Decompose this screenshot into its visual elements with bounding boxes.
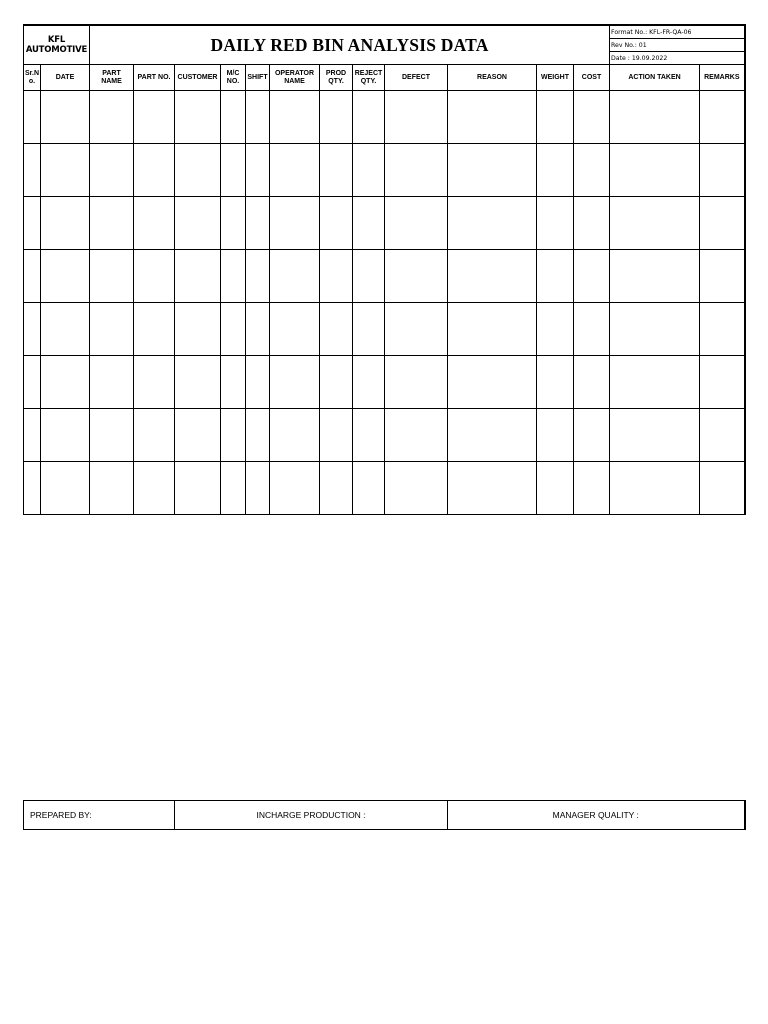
entry-cell[interactable] xyxy=(448,91,537,144)
red-bin-analysis-form xyxy=(23,24,746,515)
form-title: DAILY RED BIN ANALYSIS DATA xyxy=(90,25,610,65)
entry-cell[interactable] xyxy=(221,303,246,356)
entry-cell[interactable] xyxy=(537,409,574,462)
column-header: COST xyxy=(574,65,610,91)
entry-cell[interactable] xyxy=(448,356,537,409)
entry-cell[interactable] xyxy=(537,250,574,303)
entry-cell[interactable] xyxy=(134,356,175,409)
entry-cell[interactable] xyxy=(353,197,385,250)
table-row xyxy=(24,144,745,197)
entry-cell[interactable] xyxy=(24,303,41,356)
entry-cell[interactable] xyxy=(24,91,41,144)
entry-cell[interactable] xyxy=(700,91,745,144)
entry-cell[interactable] xyxy=(221,462,246,515)
entry-cell[interactable] xyxy=(320,250,353,303)
incharge-production-field[interactable]: INCHARGE PRODUCTION : xyxy=(175,801,448,830)
entry-cell[interactable] xyxy=(246,409,270,462)
column-header: CUSTOMER xyxy=(175,65,221,91)
entry-cell[interactable] xyxy=(537,462,574,515)
column-header: M/C NO. xyxy=(221,65,246,91)
entry-cell[interactable] xyxy=(320,409,353,462)
entry-cell[interactable] xyxy=(574,303,610,356)
entry-cell[interactable] xyxy=(537,197,574,250)
entry-cell[interactable] xyxy=(448,197,537,250)
entry-cell[interactable] xyxy=(134,462,175,515)
entry-cell[interactable] xyxy=(353,462,385,515)
entry-cell[interactable] xyxy=(610,356,700,409)
entry-cell[interactable] xyxy=(353,250,385,303)
entry-cell[interactable] xyxy=(270,91,320,144)
entry-cell[interactable] xyxy=(610,144,700,197)
entry-cell[interactable] xyxy=(385,91,448,144)
entry-cell[interactable] xyxy=(537,303,574,356)
entry-cell[interactable] xyxy=(90,303,134,356)
entry-cell[interactable] xyxy=(700,197,745,250)
column-header: OPERATOR NAME xyxy=(270,65,320,91)
entry-cell[interactable] xyxy=(221,250,246,303)
entry-cell[interactable] xyxy=(90,144,134,197)
entry-cell[interactable] xyxy=(353,409,385,462)
entry-cell[interactable] xyxy=(134,144,175,197)
entry-cell[interactable] xyxy=(24,144,41,197)
format-number: Format No.: KFL-FR-QA-06 xyxy=(610,26,744,39)
entry-cell[interactable] xyxy=(385,409,448,462)
entry-cell[interactable] xyxy=(270,409,320,462)
entry-cell[interactable] xyxy=(320,197,353,250)
entry-cell[interactable] xyxy=(353,303,385,356)
entry-cell[interactable] xyxy=(90,250,134,303)
entry-cell[interactable] xyxy=(574,197,610,250)
entry-cell[interactable] xyxy=(41,303,90,356)
entry-cell[interactable] xyxy=(353,144,385,197)
entry-cell[interactable] xyxy=(175,144,221,197)
entry-cell[interactable] xyxy=(246,303,270,356)
entry-cell[interactable] xyxy=(41,250,90,303)
entry-cell[interactable] xyxy=(700,356,745,409)
entry-cell[interactable] xyxy=(700,462,745,515)
entry-cell[interactable] xyxy=(134,303,175,356)
column-header: Sr.No. xyxy=(24,65,41,91)
revision-number: Rev No.: 01 xyxy=(610,39,744,52)
entry-cell[interactable] xyxy=(610,462,700,515)
entry-cell[interactable] xyxy=(270,144,320,197)
entry-cell[interactable] xyxy=(700,250,745,303)
table-row xyxy=(24,409,745,462)
entry-cell[interactable] xyxy=(41,197,90,250)
column-header: WEIGHT xyxy=(537,65,574,91)
table-row xyxy=(24,250,745,303)
entry-cell[interactable] xyxy=(90,91,134,144)
entry-cell[interactable] xyxy=(175,303,221,356)
company-name-line2: AUTOMOTIVE xyxy=(25,45,88,55)
entry-cell[interactable] xyxy=(537,91,574,144)
document-control-box xyxy=(610,25,745,65)
entry-cell[interactable] xyxy=(41,91,90,144)
column-header: ACTION TAKEN xyxy=(610,65,700,91)
entry-cell[interactable] xyxy=(134,409,175,462)
entry-cell[interactable] xyxy=(24,197,41,250)
entry-cell[interactable] xyxy=(246,197,270,250)
manager-quality-field[interactable]: MANAGER QUALITY : xyxy=(448,801,745,830)
entry-cell[interactable] xyxy=(221,144,246,197)
entry-cell[interactable] xyxy=(574,144,610,197)
entry-cell[interactable] xyxy=(700,303,745,356)
revision-date: Date : 19.09.2022 xyxy=(611,54,668,62)
entry-cell[interactable] xyxy=(221,197,246,250)
form-header-row xyxy=(24,25,745,65)
entry-cell[interactable] xyxy=(385,356,448,409)
entry-cell[interactable] xyxy=(24,356,41,409)
entry-cell[interactable] xyxy=(175,197,221,250)
entry-cell[interactable] xyxy=(385,303,448,356)
entry-cell[interactable] xyxy=(385,250,448,303)
table-row xyxy=(24,462,745,515)
entry-cell[interactable] xyxy=(134,197,175,250)
entry-cell[interactable] xyxy=(320,462,353,515)
entry-cell[interactable] xyxy=(246,356,270,409)
entry-cell[interactable] xyxy=(246,91,270,144)
entry-cell[interactable] xyxy=(270,303,320,356)
table-row xyxy=(24,197,745,250)
entry-cell[interactable] xyxy=(448,144,537,197)
entry-cell[interactable] xyxy=(90,197,134,250)
entry-cell[interactable] xyxy=(610,91,700,144)
entry-cell[interactable] xyxy=(41,356,90,409)
entry-cell[interactable] xyxy=(24,250,41,303)
entry-cell[interactable] xyxy=(90,462,134,515)
entry-cell[interactable] xyxy=(270,197,320,250)
prepared-by-field[interactable]: PREPARED BY: xyxy=(24,801,175,830)
entry-cell[interactable] xyxy=(24,409,41,462)
entry-cell[interactable] xyxy=(134,250,175,303)
entry-cell[interactable] xyxy=(610,303,700,356)
column-header: REJECT QTY. xyxy=(353,65,385,91)
entry-cell[interactable] xyxy=(353,356,385,409)
table-row xyxy=(24,91,745,144)
entry-cell[interactable] xyxy=(448,462,537,515)
entry-cell[interactable] xyxy=(270,462,320,515)
table-row xyxy=(24,303,745,356)
entry-cell[interactable] xyxy=(90,409,134,462)
entry-cell[interactable] xyxy=(41,144,90,197)
entry-cell[interactable] xyxy=(320,303,353,356)
entry-cell[interactable] xyxy=(574,462,610,515)
entry-cell[interactable] xyxy=(385,197,448,250)
entry-cell[interactable] xyxy=(270,250,320,303)
entry-cell[interactable] xyxy=(320,356,353,409)
company-name-line1: KFL xyxy=(47,35,66,45)
entry-cell[interactable] xyxy=(448,250,537,303)
entry-cell[interactable] xyxy=(246,144,270,197)
entry-cell[interactable] xyxy=(270,356,320,409)
entry-cell[interactable] xyxy=(574,356,610,409)
column-header: DATE xyxy=(41,65,90,91)
column-header: PART NAME xyxy=(90,65,134,91)
entry-cell[interactable] xyxy=(537,356,574,409)
column-header: PROD QTY. xyxy=(320,65,353,91)
column-header: DEFECT xyxy=(385,65,448,91)
entry-cell[interactable] xyxy=(41,409,90,462)
entry-cell[interactable] xyxy=(610,250,700,303)
entry-cell[interactable] xyxy=(320,144,353,197)
entry-cell[interactable] xyxy=(610,197,700,250)
entry-cell[interactable] xyxy=(221,356,246,409)
entry-cell[interactable] xyxy=(221,91,246,144)
entry-cell[interactable] xyxy=(353,91,385,144)
entry-cell[interactable] xyxy=(246,250,270,303)
company-name xyxy=(24,25,90,65)
signature-footer xyxy=(23,800,746,830)
column-header: REMARKS xyxy=(700,65,745,91)
entry-cell[interactable] xyxy=(385,462,448,515)
table-row xyxy=(24,356,745,409)
entry-cell[interactable] xyxy=(175,250,221,303)
entry-cell[interactable] xyxy=(385,144,448,197)
entry-cell[interactable] xyxy=(448,409,537,462)
column-header: SHIFT xyxy=(246,65,270,91)
column-header: PART NO. xyxy=(134,65,175,91)
entry-cell[interactable] xyxy=(175,91,221,144)
entry-cell[interactable] xyxy=(700,409,745,462)
entry-cell[interactable] xyxy=(24,462,41,515)
entry-cell[interactable] xyxy=(574,91,610,144)
entry-cell[interactable] xyxy=(246,462,270,515)
entry-cell[interactable] xyxy=(574,250,610,303)
entry-cell[interactable] xyxy=(610,409,700,462)
entry-cell[interactable] xyxy=(41,462,90,515)
entry-cell[interactable] xyxy=(175,356,221,409)
entry-cell[interactable] xyxy=(175,409,221,462)
entry-cell[interactable] xyxy=(90,356,134,409)
entry-cell[interactable] xyxy=(574,409,610,462)
entry-cell[interactable] xyxy=(320,91,353,144)
entry-cell[interactable] xyxy=(221,409,246,462)
column-header: REASON xyxy=(448,65,537,91)
entry-cell[interactable] xyxy=(537,144,574,197)
entry-cell[interactable] xyxy=(700,144,745,197)
entry-cell[interactable] xyxy=(134,91,175,144)
entry-cell[interactable] xyxy=(448,303,537,356)
column-header-row xyxy=(24,65,745,91)
entry-cell[interactable] xyxy=(175,462,221,515)
